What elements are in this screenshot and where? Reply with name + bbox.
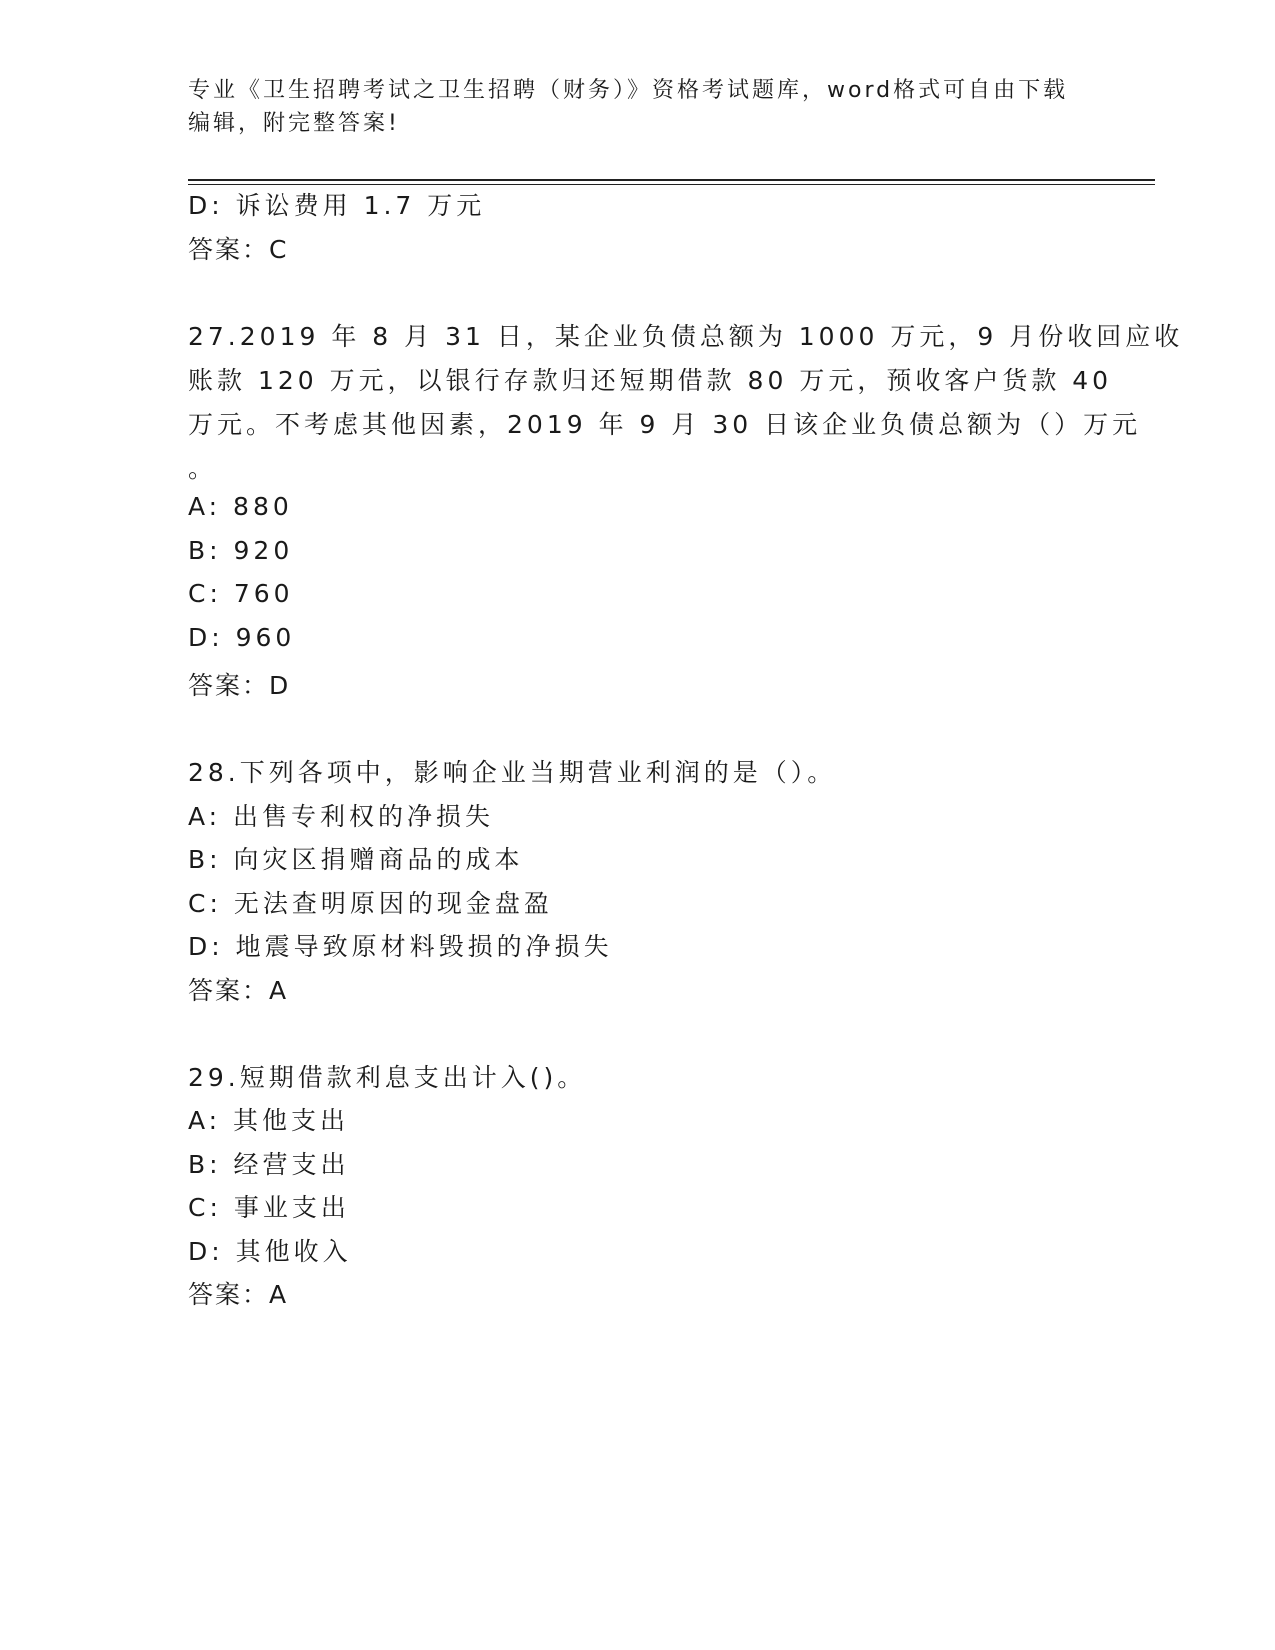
q29-answer: 答案：A	[188, 1280, 289, 1309]
q29-option-c: C: 事业支出	[188, 1193, 350, 1222]
header-line-2: 编辑，附完整答案!	[188, 111, 400, 136]
prev-answer: 答案：C	[188, 235, 289, 264]
q28-option-b: B: 向灾区捐赠商品的成本	[188, 845, 524, 874]
q28-option-a: A: 出售专利权的净损失	[188, 802, 495, 831]
q28-option-d: D: 地震导致原材料毁损的净损失	[188, 932, 613, 961]
q27-option-a: A: 880	[188, 492, 293, 521]
q27-option-d: D: 960	[188, 623, 296, 652]
q29-option-d: D: 其他收入	[188, 1237, 352, 1266]
prev-option-d: D: 诉讼费用 1.7 万元	[188, 191, 486, 220]
q28-answer: 答案：A	[188, 976, 289, 1005]
q27-option-b: B: 920	[188, 536, 294, 565]
q28-stem: 28.下列各项中，影响企业当期营业利润的是（）。	[188, 758, 837, 787]
q27-stem-line-4: 。	[188, 454, 218, 483]
header-line-1: 专业《卫生招聘考试之卫生招聘（财务）》资格考试题库，word格式可自由下载	[188, 78, 1069, 103]
q27-stem-line-2: 账款 120 万元，以银行存款归还短期借款 80 万元，预收客户货款 40	[188, 366, 1113, 395]
document-header	[188, 74, 1088, 140]
q27-stem-line-1: 27.2019 年 8 月 31 日，某企业负债总额为 1000 万元，9 月份收回应收	[188, 322, 1184, 351]
q27-option-c: C: 760	[188, 579, 294, 608]
q27-stem-line-3: 万元。不考虑其他因素，2019 年 9 月 30 日该企业负债总额为（）万元	[188, 410, 1142, 439]
header-divider	[188, 179, 1155, 185]
q27-answer: 答案：D	[188, 671, 291, 700]
q28-option-c: C: 无法查明原因的现金盘盈	[188, 889, 553, 918]
q29-option-a: A: 其他支出	[188, 1106, 350, 1135]
q29-option-b: B: 经营支出	[188, 1150, 350, 1179]
q29-stem: 29.短期借款利息支出计入()。	[188, 1063, 587, 1092]
